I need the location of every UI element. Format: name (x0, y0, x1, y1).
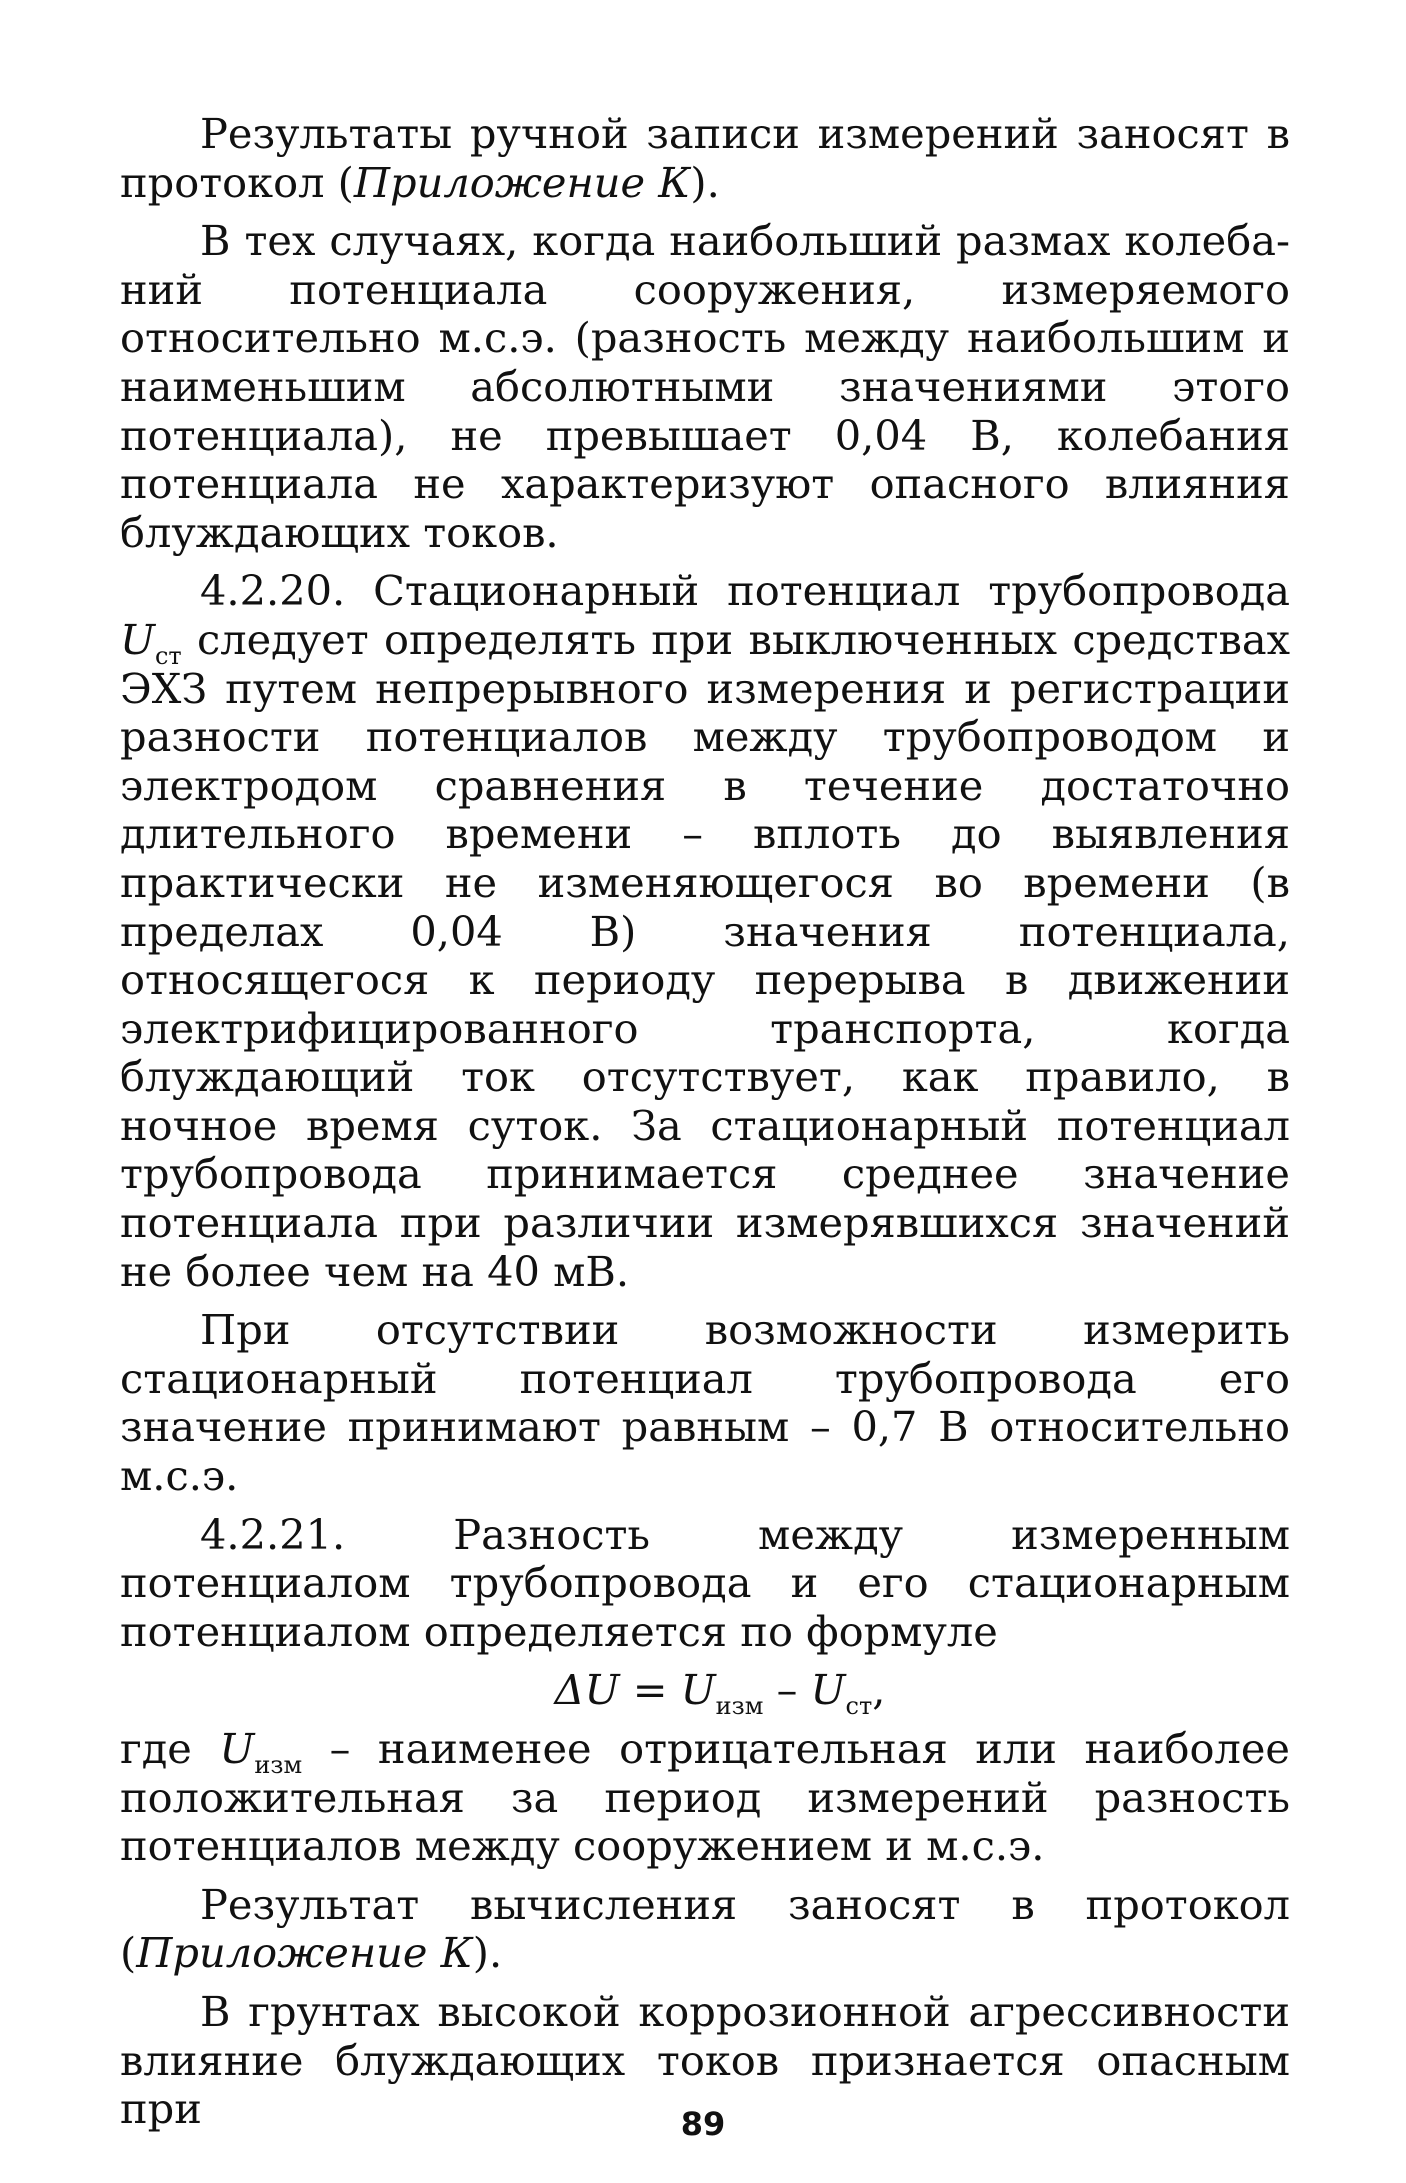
section-number: 4.2.21. (200, 1509, 346, 1559)
subscript: ст (845, 1692, 873, 1721)
appendix-reference: Приложение К (353, 157, 691, 207)
subscript: изм (715, 1692, 764, 1721)
subscript: ст (154, 641, 182, 670)
formula-lhs: ΔU (554, 1665, 620, 1715)
formula-u-stationary: U (810, 1665, 846, 1715)
page-number: 89 (680, 2105, 726, 2143)
paragraph-4-2-20 (120, 567, 1290, 1296)
paragraph-text: следует определять при выключенных средствах ЭХЗ путем непрерывного измерения и регистрации разности потенциалов между трубопроводом и электродом сравнения в течение достаточно длительного времени – вплоть до выявления практически не изменяющегося во времени (в пределах 0,04 В) значения потенциала, относящегося к периоду перерыва в движении электрифицированного транспорта, когда блуждающий ток отсутствует, как правило, в ночное время суток. За стационарный потенциал трубопровода принимается среднее значение потенциала при различии измерявшихся значений не более чем на 40 мВ. (120, 614, 1290, 1296)
formula-comma: , (872, 1665, 886, 1715)
paragraph-calculation-result (120, 1881, 1290, 1978)
paragraph-text: Результаты ручной записи измерений заносят в протокол ( (120, 109, 1290, 207)
paragraph-4-2-21 (120, 1511, 1290, 1657)
subscript: изм (254, 1751, 303, 1779)
formula-delta-u (120, 1665, 1290, 1721)
variable-u: U (219, 1724, 255, 1773)
paragraph-text: Стационарный потенциал трубопровода (345, 566, 1290, 616)
paragraph-text: ). (690, 157, 720, 207)
paragraph-text: – наименее отрицательная или наиболее положительная за период измерений разность потенциалов между сооружением и м.с.э. (120, 1724, 1290, 1871)
paragraph-text: Разность между измеренным потенциалом трубопровода и его стационарным потенциалом определяется по формуле (120, 1509, 1290, 1656)
formula-u-measured: U (680, 1665, 716, 1715)
formula-minus: – (763, 1665, 811, 1715)
paragraph-text: В грунтах высокой коррозионной агрессивности влияние блуждающих токов признается опасным при (120, 1986, 1290, 2134)
paragraph-protocol-record (120, 110, 1290, 207)
paragraph-oscillation (120, 217, 1290, 557)
paragraph-text: При отсутствии возможности измерить стационарный потенциал трубопровода его значение принимают равным – 0,7 В относительно м.с.э. (120, 1305, 1290, 1501)
section-number: 4.2.20. (200, 566, 346, 616)
paragraph-text: где (120, 1724, 220, 1773)
paragraph-text: Результат вычисления заносят в протокол ( (120, 1879, 1290, 1978)
paragraph-text: В тех случаях, когда наибольший размах колебаний потенциала сооружения, измеряемого относительно м.с.э. (разность между наибольшим и наименьшим абсолютными значениями этого потенциала), не превышает 0,04 В, колебания потенциала не характеризуют опасного влияния блуждающих токов. (120, 216, 1290, 557)
paragraph-default-potential (120, 1306, 1290, 1500)
variable-u: U (120, 614, 155, 664)
paragraph-where (120, 1725, 1290, 1871)
paragraph-text: ). (472, 1928, 503, 1978)
formula-equals: = (619, 1665, 681, 1715)
document-page (120, 110, 1290, 2134)
appendix-reference: Приложение К (136, 1928, 473, 1978)
